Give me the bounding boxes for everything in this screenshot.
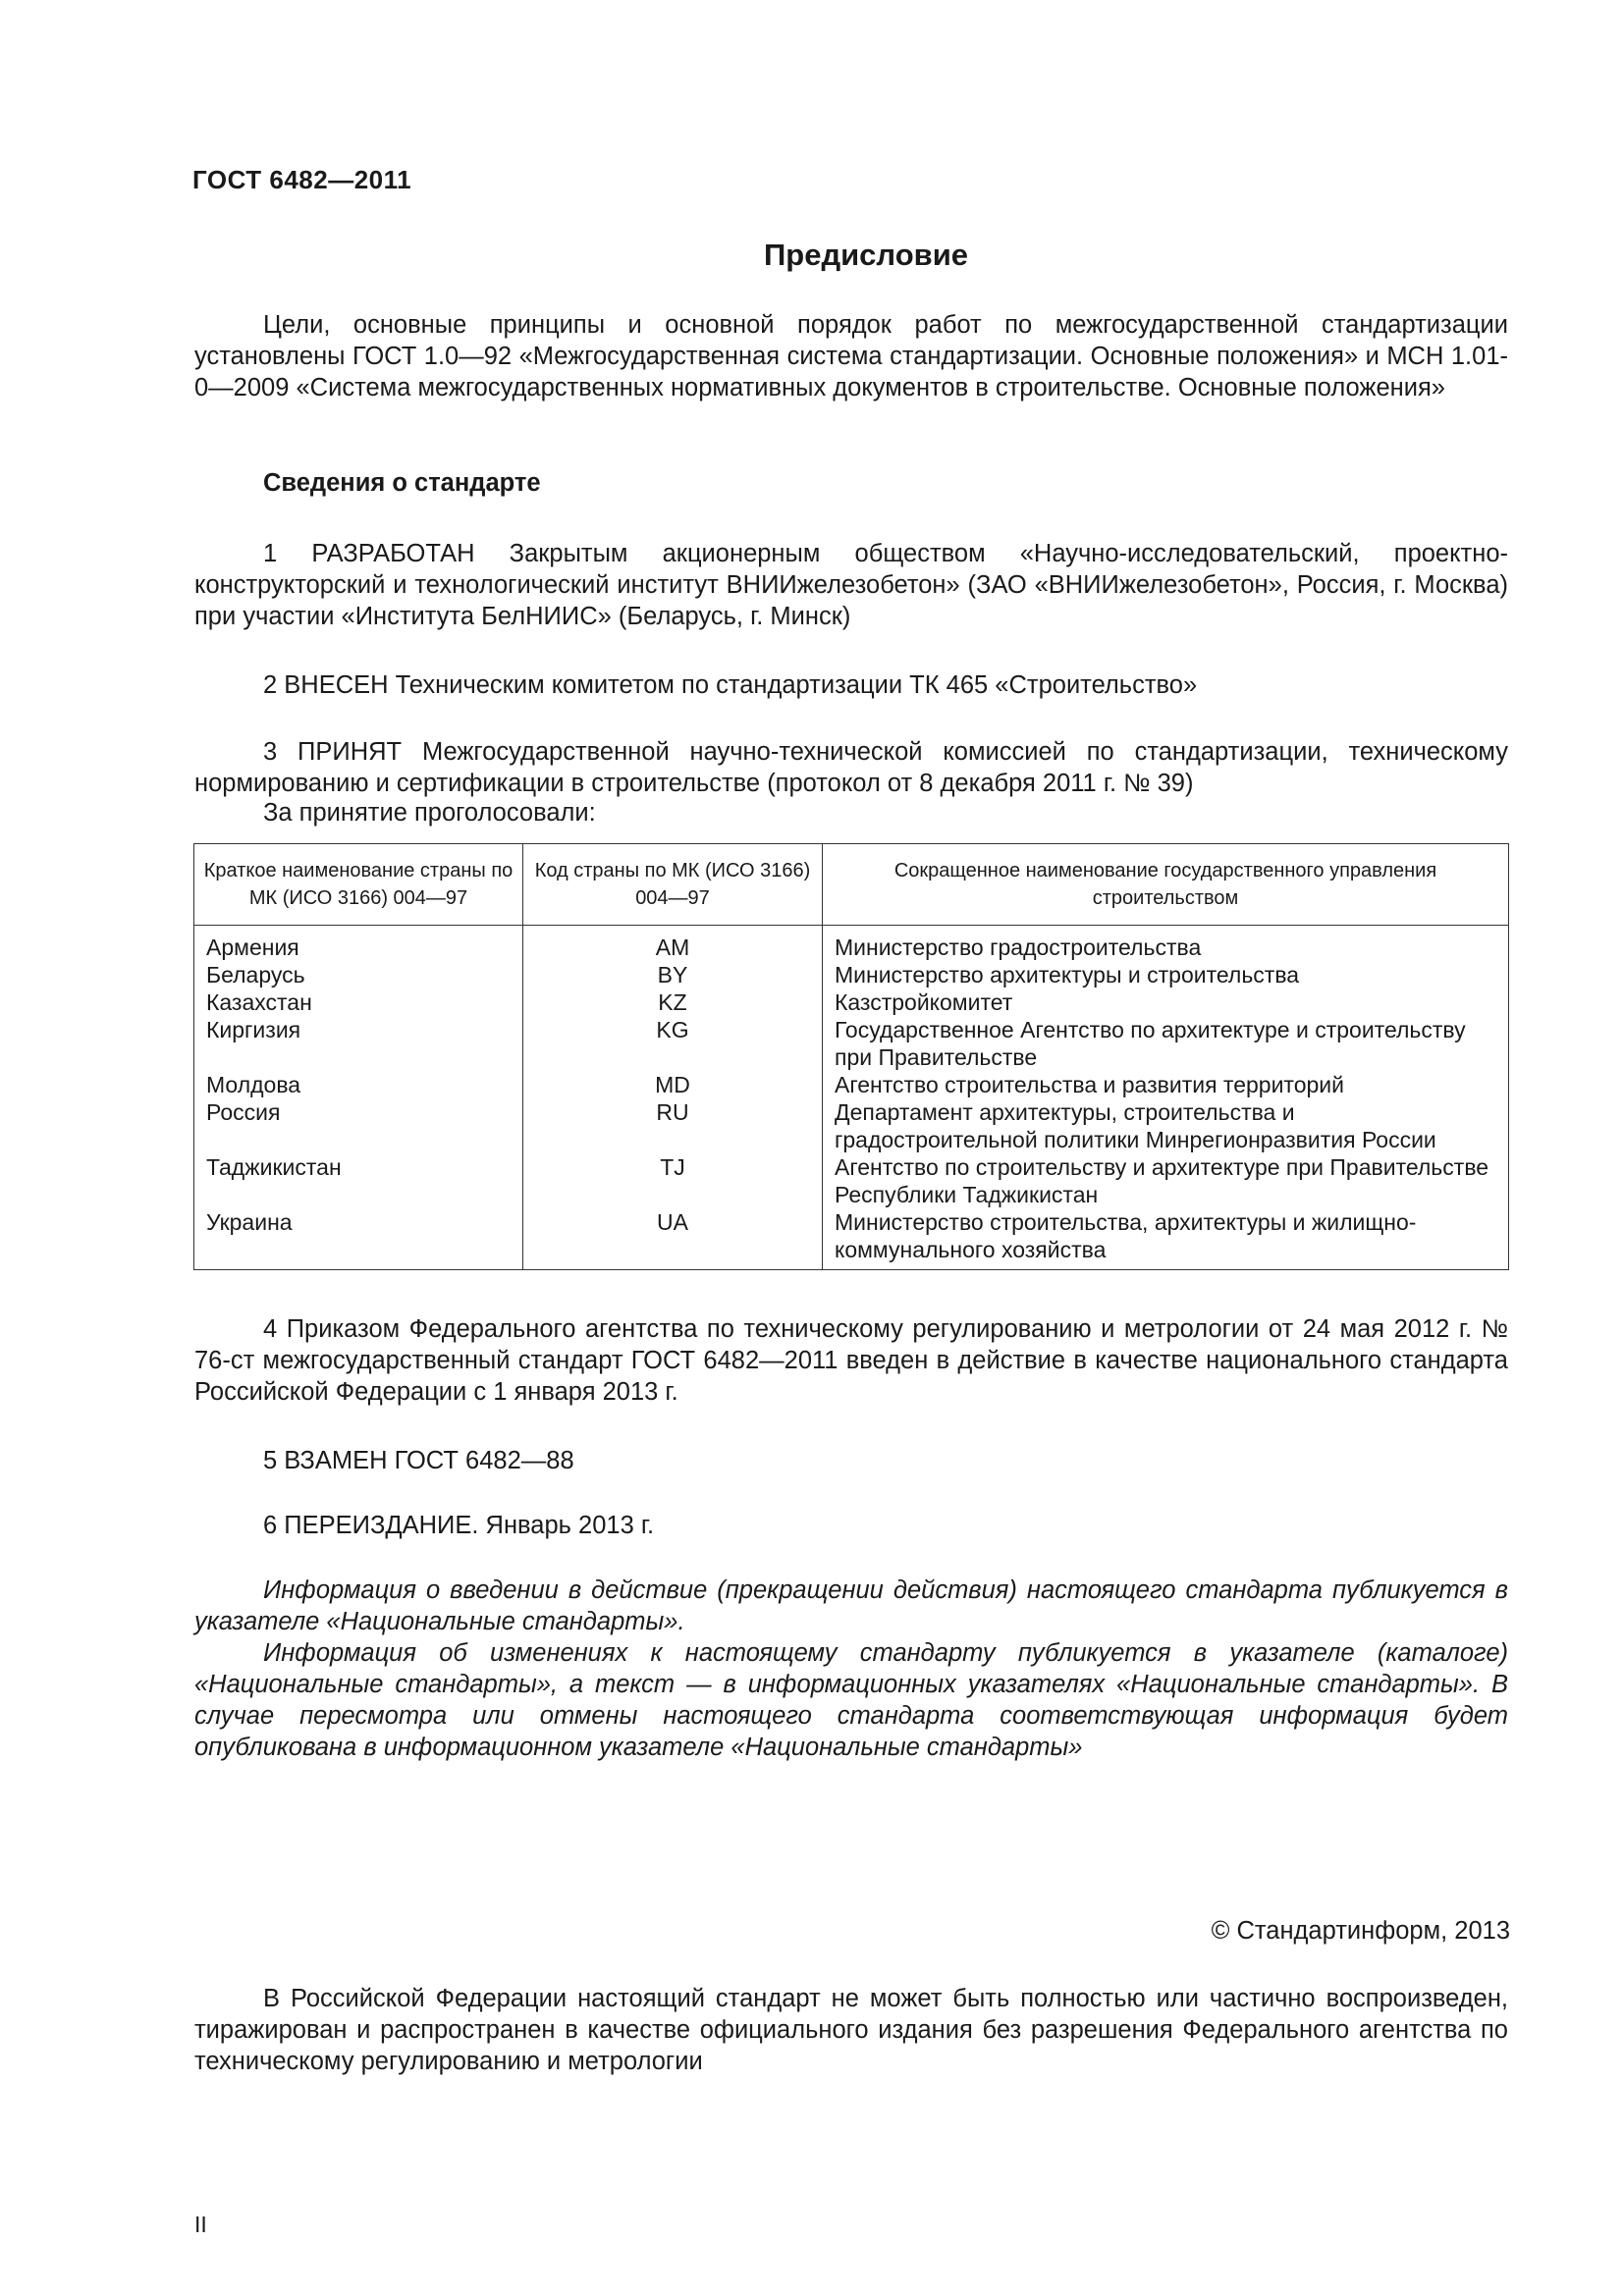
table-row xyxy=(194,1208,1509,1270)
cell-code: AM xyxy=(523,926,823,962)
cell-authority: Департамент архитектуры, строительства и градостроительной политики Минрегионразвития России xyxy=(823,1098,1509,1153)
cell-authority: Государственное Агентство по архитектуре и строительству при Правительстве xyxy=(823,1016,1509,1071)
table-row xyxy=(194,988,1509,1016)
cell-code: RU xyxy=(523,1098,823,1153)
item-introduced: 2 ВНЕСЕН Техническим комитетом по стандартизации ТК 465 «Строительство» xyxy=(263,671,1198,699)
table-row xyxy=(194,1098,1509,1153)
page-title: Предисловие xyxy=(763,238,968,272)
document-code: ГОСТ 6482—2011 xyxy=(192,165,412,194)
item-replaces: 5 ВЗАМЕН ГОСТ 6482—88 xyxy=(263,1447,574,1474)
header-country: Краткое наименование страны по МК (ИСО 3166) 004—97 xyxy=(194,844,523,926)
cell-authority: Казстройкомитет xyxy=(823,988,1509,1016)
cell-authority: Агентство по строительству и архитектуре при Правительстве Республики Таджикистан xyxy=(823,1153,1509,1208)
table-row xyxy=(194,1153,1509,1208)
cell-authority: Агентство строительства и развития территорий xyxy=(823,1071,1509,1098)
table-header-row xyxy=(194,844,1509,926)
notice-paragraph-2: Информация об изменениях к настоящему стандарту публикуется в указателе (каталоге) «Национальные стандарты», а текст — в информационных указателях «Национальные стандарты». В случае пересмотра или отмены настоящего стандарта соответствующая информация будет опубликована в информационном указателе «Национальные стандарты» xyxy=(194,1639,1508,1761)
cell-country: Киргизия xyxy=(194,1016,523,1071)
cell-code: KZ xyxy=(523,988,823,1016)
cell-authority: Министерство градостроительства xyxy=(823,926,1509,962)
cell-country: Беларусь xyxy=(194,961,523,988)
cell-code: KG xyxy=(523,1016,823,1071)
notice-paragraph-1: Информация о введении в действие (прекращении действия) настоящего стандарта публикуется в указателе «Национальные стандарты». xyxy=(194,1576,1508,1635)
cell-authority: Министерство архитектуры и строительства xyxy=(823,961,1509,988)
cell-country: Армения xyxy=(194,926,523,962)
cell-code: BY xyxy=(523,961,823,988)
cell-country: Украина xyxy=(194,1208,523,1270)
item-voted: За принятие проголосовали: xyxy=(263,799,596,827)
cell-authority: Министерство строительства, архитектуры и жилищно-коммунального хозяйства xyxy=(823,1208,1509,1270)
item-adopted: 3 ПРИНЯТ Межгосударственной научно-технической комиссией по стандартизации, техническому нормированию и сертификации в строительстве (протокол от 8 декабря 2011 г. № 39) xyxy=(194,738,1508,797)
copyright: © Стандартинформ, 2013 xyxy=(1211,1917,1510,1945)
cell-country: Казахстан xyxy=(194,988,523,1016)
intro-paragraph: Цели, основные принципы и основной порядок работ по межгосударственной стандартизации установлены ГОСТ 1.0—92 «Межгосударственная система стандартизации. Основные положения» и МСН 1.01-0—2009 «Система межгосударственных нормативных документов в строительстве. Основные положения» xyxy=(194,311,1508,401)
header-authority: Сокращенное наименование государственного управления строительством xyxy=(823,844,1509,926)
cell-country: Россия xyxy=(194,1098,523,1153)
table-row xyxy=(194,1016,1509,1071)
info-heading: Сведения о стандарте xyxy=(263,469,541,497)
cell-country: Молдова xyxy=(194,1071,523,1098)
cell-code: TJ xyxy=(523,1153,823,1208)
item-developed: 1 РАЗРАБОТАН Закрытым акционерным обществом «Научно-исследовательский, проектно-конструкторский и технологический институт ВНИИжелезобетон» (ЗАО «ВНИИжелезобетон», Россия, г. Москва) при участии «Института БелНИИС» (Беларусь, г. Минск) xyxy=(194,540,1508,630)
table-row xyxy=(194,961,1509,988)
legal-notice: В Российской Федерации настоящий стандарт не может быть полностью или частично воспроизведен, тиражирован и распространен в качестве официального издания без разрешения Федерального агентства по техническому регулированию и метрологии xyxy=(194,1985,1508,2075)
header-code: Код страны по МК (ИСО 3166) 004—97 xyxy=(523,844,823,926)
cell-code: UA xyxy=(523,1208,823,1270)
page-number: II xyxy=(194,2212,207,2237)
item-reissue: 6 ПЕРЕИЗДАНИЕ. Январь 2013 г. xyxy=(263,1512,655,1539)
table-row xyxy=(194,1071,1509,1098)
table-row xyxy=(194,926,1509,962)
cell-country: Таджикистан xyxy=(194,1153,523,1208)
item-enacted: 4 Приказом Федерального агентства по техническому регулированию и метрологии от 24 мая 2012 г. № 76-ст межгосударственный стандарт ГОСТ 6482—2011 введен в действие в качестве национального стандарта Российской Федерации с 1 января 2013 г. xyxy=(194,1315,1508,1406)
voting-table xyxy=(193,843,1509,1270)
cell-code: MD xyxy=(523,1071,823,1098)
